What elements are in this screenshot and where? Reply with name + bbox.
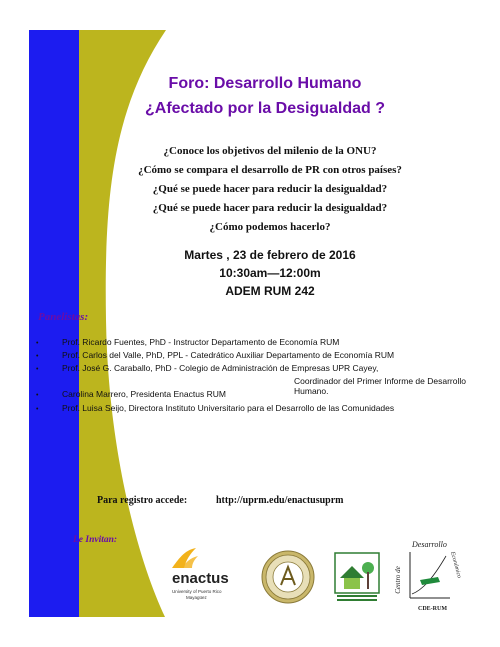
bullet-icon: • [36, 406, 39, 413]
community-institute-logo [334, 552, 380, 602]
bullet-icon: • [36, 392, 39, 399]
seal-icon [261, 550, 315, 604]
panelist-text: Prof. Luisa Seijo, Directora Instituto Universitario para el Desarrollo de las Comunidades [62, 403, 395, 413]
question-3: ¿Qué se puede hacer para reducir la desigualdad? [152, 183, 388, 195]
enactus-campus: Mayagüez [186, 595, 207, 600]
event-date: Martes , 23 de febrero de 2016 [184, 248, 356, 262]
question-1: ¿Conoce los objetivos del milenio de la ONU? [163, 145, 377, 157]
panelist-item [36, 389, 226, 399]
registration-label: Para registro accede: [97, 495, 188, 506]
bullet-icon: • [36, 353, 39, 360]
bullet-icon: • [36, 340, 39, 347]
seal-logo [261, 550, 315, 604]
enactus-wordmark: enactus [172, 570, 229, 587]
event-time: 10:30am—12:00m [219, 266, 321, 280]
enactus-university: University of Puerto Rico [172, 589, 222, 594]
panelist-item [36, 403, 394, 413]
registration-link[interactable]: http://uprm.edu/enactusuprm [216, 495, 344, 506]
question-5: ¿Cómo podemos hacerlo? [209, 221, 331, 233]
bullet-icon: • [36, 366, 39, 373]
cde-acronym: CDE-RUM [418, 606, 447, 612]
cde-graph-icon [408, 550, 452, 600]
panelist-continuation: Coordinador del Primer Informe de Desarrollo Humano. [294, 376, 466, 396]
cde-title-left: Centro de [393, 566, 402, 594]
panelist-text: Prof. Carlos del Valle, PhD, PPL - Catedrático Auxiliar Departamento de Economía RUM [62, 350, 395, 360]
panelist-item [36, 337, 339, 347]
olive-shape [79, 30, 166, 617]
cde-title-right: Económico [449, 551, 462, 579]
community-house-icon [334, 552, 380, 602]
question-2: ¿Cómo se compara el desarrollo de PR con otros países? [138, 164, 402, 176]
cde-rum-logo [393, 540, 462, 618]
cde-title-top: Desarrollo [412, 540, 447, 549]
panelist-text: Carolina Marrero, Presidenta Enactus RUM [62, 389, 226, 399]
question-4: ¿Qué se puede hacer para reducir la desigualdad? [152, 202, 388, 214]
panelist-item [36, 350, 394, 360]
page-title: Foro: Desarrollo Humano [168, 75, 362, 92]
enactus-logo [168, 544, 248, 616]
panelist-text: Prof. Ricardo Fuentes, PhD - Instructor Departamento de Economía RUM [62, 337, 340, 347]
panelist-text: Prof. José G. Caraballo, PhD - Colegio de Administración de Empresas UPR Cayey, [62, 363, 379, 373]
blue-band [29, 30, 79, 617]
invitan-heading: Le Invitan: [73, 535, 118, 545]
panelists-heading: Panelistas: [38, 311, 89, 323]
event-place: ADEM RUM 242 [225, 284, 315, 298]
panelist-item [36, 363, 378, 373]
enactus-mark-icon [170, 546, 200, 570]
page-subtitle: ¿Afectado por la Desigualdad ? [144, 100, 386, 117]
